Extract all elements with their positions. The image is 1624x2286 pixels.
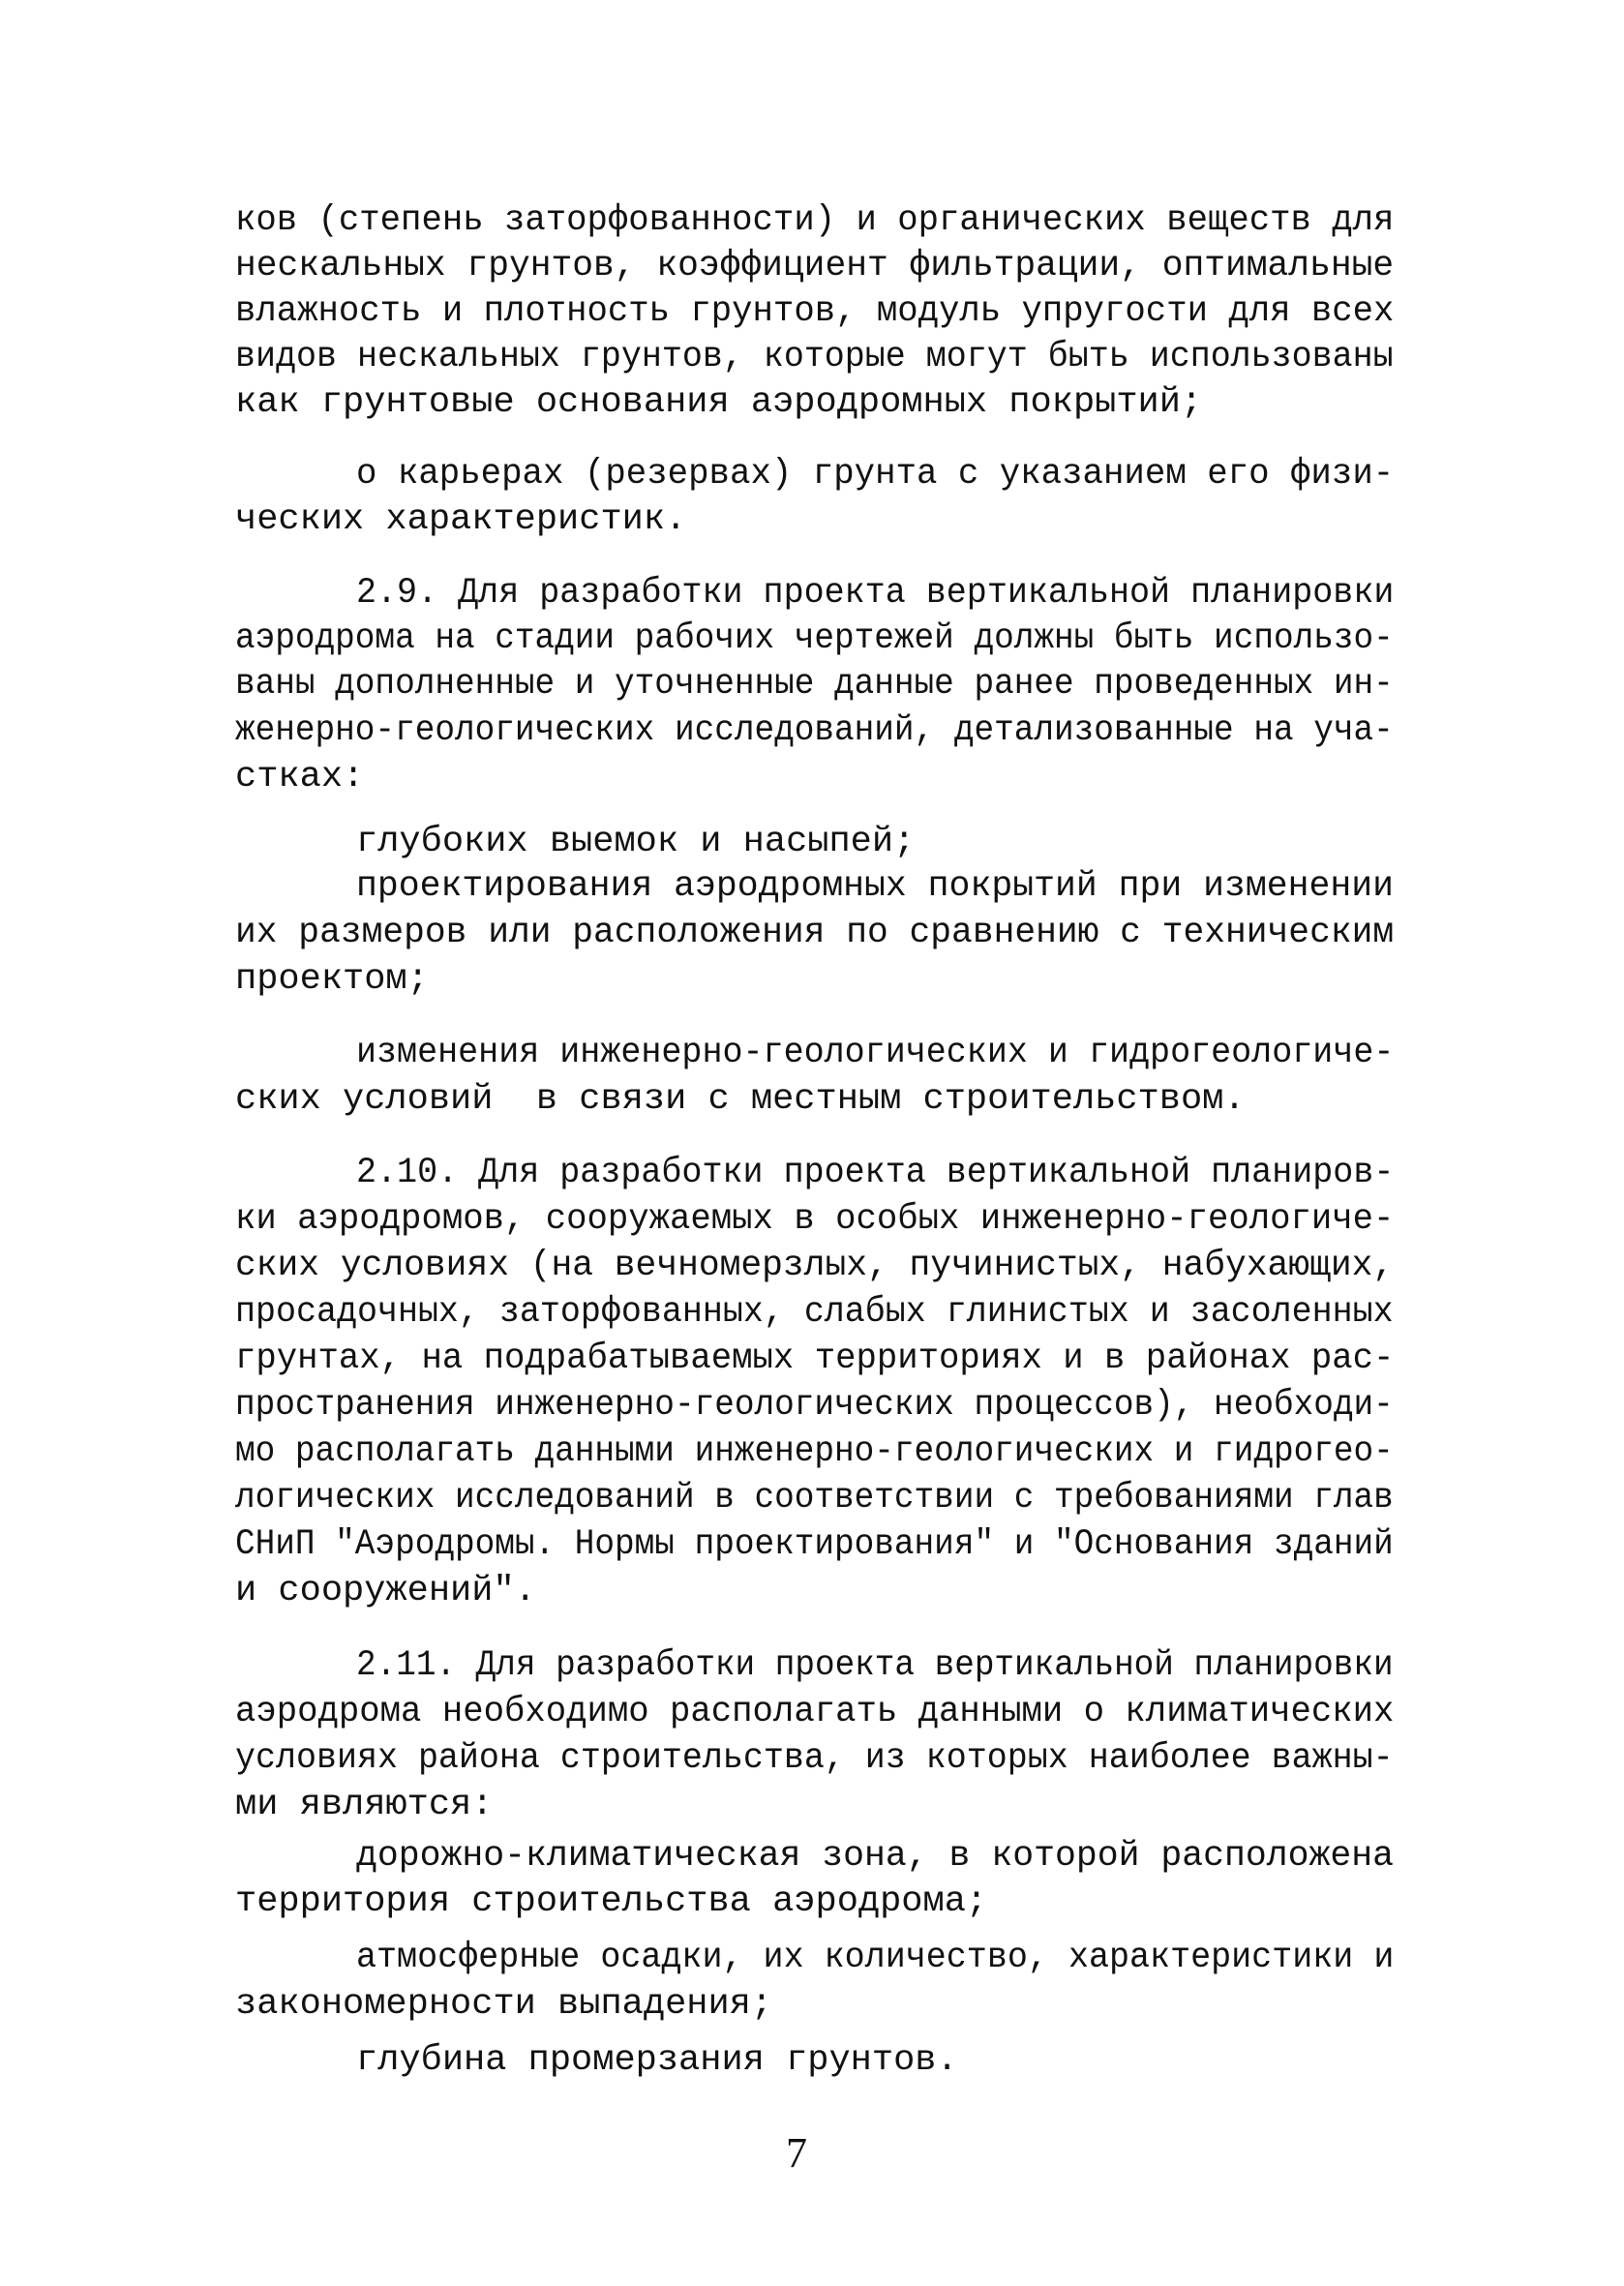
- text-line: влажность и плотность грунтов, модуль упругости для всех: [235, 291, 1395, 332]
- text-line: аэродрома на стадии рабочих чертежей должны быть использо-: [235, 618, 1394, 659]
- text-line: ки аэродромов, сооружаемых в особых инженерно-геологиче-: [235, 1199, 1395, 1240]
- text-line: проектирования аэродромных покрытий при изменении: [356, 866, 1394, 907]
- text-line: глубина промерзания грунтов.: [356, 2040, 958, 2081]
- text-line: ских условиях (на вечномерзлых, пучинистых, набухающих,: [235, 1246, 1395, 1286]
- text-line: стках:: [235, 757, 365, 797]
- text-line: проектом;: [235, 959, 429, 1000]
- text-line: пространения инженерно-геологических процессов), необходи-: [235, 1385, 1394, 1426]
- text-line: глубоких выемок и насыпей;: [356, 822, 916, 862]
- text-line: просадочных, заторфованных, слабых глинистых и засоленных: [235, 1292, 1394, 1333]
- text-line: о карьерах (резервах) грунта с указанием его физи-: [356, 454, 1395, 495]
- text-line: видов нескальных грунтов, которые могут быть использованы: [235, 337, 1394, 377]
- text-line: их размеров или расположения по сравнению с техническим: [235, 913, 1395, 953]
- page-number: 7: [786, 2129, 807, 2177]
- text-line: и сооружений".: [235, 1571, 536, 1611]
- text-line: ских условий в связи с местным строительством.: [235, 1079, 1246, 1120]
- text-line: СНиП "Аэродромы. Нормы проектирования" и "Основания зданий: [235, 1524, 1394, 1565]
- text-line: женерно-геологических исследований, детализованные на уча-: [235, 710, 1394, 751]
- text-line: мо располагать данными инженерно-геологических и гидрогео-: [235, 1431, 1394, 1472]
- text-line: ми являются:: [235, 1785, 494, 1825]
- text-line: атмосферные осадки, их количество, характеристики и: [356, 1938, 1395, 1978]
- text-line: ческих характеристик.: [235, 499, 687, 540]
- text-line: 2.11. Для разработки проекта вертикальной планировки: [356, 1645, 1394, 1686]
- text-line: как грунтовые основания аэродромных покрытий;: [235, 382, 1203, 423]
- text-line: нескальных грунтов, коэффициент фильтрации, оптимальные: [235, 246, 1395, 286]
- text-line: закономерности выпадения;: [235, 1984, 773, 2025]
- text-line: ваны дополненные и уточненные данные ранее проведенных ин-: [235, 664, 1394, 705]
- text-line: условиях района строительства, из которых наиболее важны-: [235, 1738, 1394, 1779]
- text-line: логических исследований в соответствии с требованиями глав: [235, 1478, 1394, 1519]
- text-line: ков (степень заторфованности) и органических веществ для: [235, 200, 1395, 241]
- text-line: грунтах, на подрабатываемых территориях и в районах рас-: [235, 1339, 1395, 1379]
- text-line: 2.9. Для разработки проекта вертикальной планировки: [356, 573, 1395, 614]
- text-line: территория строительства аэродрома;: [235, 1881, 988, 1922]
- text-line: изменения инженерно-геологических и гидрогеологиче-: [356, 1033, 1395, 1073]
- text-line: аэродрома необходимо располагать данными о климатических: [235, 1692, 1395, 1732]
- text-line: дорожно-климатическая зона, в которой расположена: [356, 1836, 1394, 1877]
- text-line: 2.10. Для разработки проекта вертикальной планиров-: [356, 1153, 1395, 1193]
